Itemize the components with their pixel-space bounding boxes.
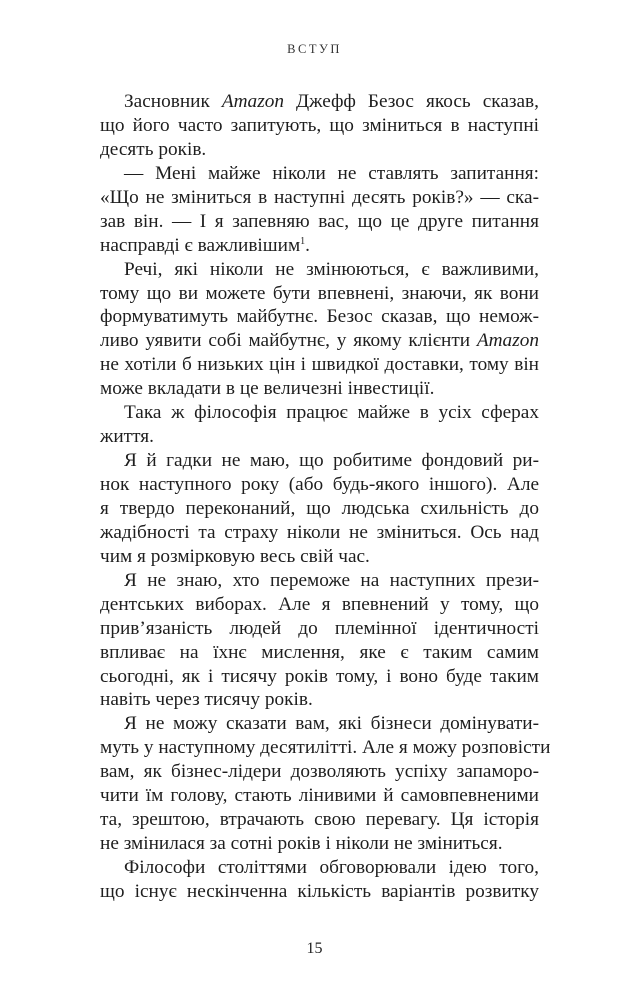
text-line <box>100 736 551 760</box>
paragraph <box>100 569 539 713</box>
text-line <box>100 186 539 210</box>
text-segment: навіть через тисячу років. <box>100 689 313 711</box>
text-line <box>100 138 539 162</box>
text-line <box>100 234 539 258</box>
running-header: ВСТУП <box>287 42 342 56</box>
text-line <box>100 425 539 449</box>
text-line <box>100 401 539 425</box>
text-segment: нок наступного року (або будь-якого іншого). Але <box>100 474 539 495</box>
text-line <box>100 760 539 784</box>
text-segment: вам, як бізнес-лідери дозволяють успіху запаморо- <box>100 761 539 783</box>
text-line <box>100 353 539 377</box>
text-segment: що існує нескінченна кількість варіантів розвитку <box>100 880 539 902</box>
text-line <box>100 282 539 306</box>
text-line <box>100 593 539 617</box>
text-line <box>100 665 539 689</box>
text-line <box>100 90 539 114</box>
text-segment: . <box>305 234 310 256</box>
text-line <box>100 617 539 641</box>
paragraph <box>100 449 539 569</box>
text-segment: я твердо переконаний, що людська схильність до <box>100 497 539 519</box>
text-line <box>100 832 539 856</box>
text-segment: Я не можу сказати вам, які бізнеси домінувати- <box>124 713 539 735</box>
text-segment: дентських виборах. Але я впевнений у тому, що <box>100 593 539 615</box>
paragraph <box>100 258 539 402</box>
paragraph <box>100 162 539 258</box>
page-body-text <box>100 90 551 904</box>
text-line <box>100 880 539 904</box>
text-segment: — Мені майже ніколи не ставлять запитання: <box>124 162 539 184</box>
text-line <box>100 569 539 593</box>
text-segment: чим я розмірковую весь свій час. <box>100 545 370 567</box>
text-line <box>100 688 539 712</box>
text-segment: прив’язаність людей до племінної ідентичності <box>100 617 539 639</box>
text-line <box>100 497 539 521</box>
text-segment: та, зрештою, втрачають свою перевагу. Ця історія <box>100 809 539 831</box>
text-line <box>100 329 539 353</box>
text-segment: чити їм голову, стають лінивими й самовпевненими <box>100 785 539 807</box>
paragraph <box>100 856 539 904</box>
text-segment: життя. <box>100 426 154 448</box>
page-number: 15 <box>306 940 323 957</box>
text-segment: Засновник <box>124 91 222 112</box>
text-segment: не хотіли б низьких цін і швидкої доставки, тому він <box>100 354 539 376</box>
text-line <box>100 162 539 186</box>
text-line <box>100 641 539 665</box>
text-segment: Речі, які ніколи не змінюються, є важливими, <box>124 258 539 280</box>
text-segment: зав він. — І я запевняю вас, що це друге питання <box>100 210 539 232</box>
text-line <box>100 784 539 808</box>
text-segment: десять років. <box>100 138 207 160</box>
text-line <box>100 114 539 138</box>
paragraph <box>100 90 539 162</box>
italic-text: Amazon <box>476 330 539 352</box>
italic-text: Amazon <box>221 91 284 112</box>
paragraph <box>100 401 539 449</box>
text-line <box>100 210 539 234</box>
text-line <box>100 305 539 329</box>
text-segment: формуватимуть майбутнє. Безос сказав, що немож- <box>100 306 539 328</box>
text-segment: Я не знаю, хто переможе на наступних прези- <box>124 569 539 591</box>
text-line <box>100 712 539 736</box>
text-segment: тому що ви можете бути впевнені, знаючи, як вони <box>100 282 539 304</box>
text-line <box>100 473 539 497</box>
text-line <box>100 856 539 880</box>
text-line <box>100 521 539 545</box>
text-segment: Джефф Безос якось сказав, <box>284 91 539 112</box>
text-segment: жадібності та страху ніколи не зміниться. Ось над <box>100 521 539 543</box>
text-segment: ливо уявити собі майбутнє, у якому клієнти <box>100 330 477 352</box>
text-line <box>100 258 539 282</box>
footnote-marker[interactable]: 1 <box>300 235 306 247</box>
text-segment: Така ж філософія працює майже в усіх сферах <box>124 402 539 424</box>
text-segment: що його часто запитують, що зміниться в наступні <box>100 114 539 136</box>
text-segment: впливає на їхнє мислення, яке є таким самим <box>100 641 539 663</box>
text-segment: сьогодні, як і тисячу років тому, і воно буде таким <box>100 665 539 687</box>
text-line <box>100 377 539 401</box>
text-line <box>100 808 539 832</box>
paragraph <box>100 712 551 856</box>
text-segment: Філософи століттями обговорювали ідею того, <box>124 857 539 878</box>
text-segment: насправді є важливішим <box>100 234 301 256</box>
text-segment: може вкладати в це величезні інвестиції. <box>100 378 435 400</box>
text-line <box>100 449 539 473</box>
text-segment: муть у наступному десятилітті. Але я можу розповісти <box>100 737 551 759</box>
text-segment: «Що не зміниться в наступні десять років?» — ска- <box>100 186 539 208</box>
text-segment: Я й гадки не маю, що робитиме фондовий ри- <box>124 450 539 472</box>
text-line <box>100 545 539 569</box>
text-segment: не змінилася за сотні років і ніколи не зміниться. <box>100 833 503 855</box>
